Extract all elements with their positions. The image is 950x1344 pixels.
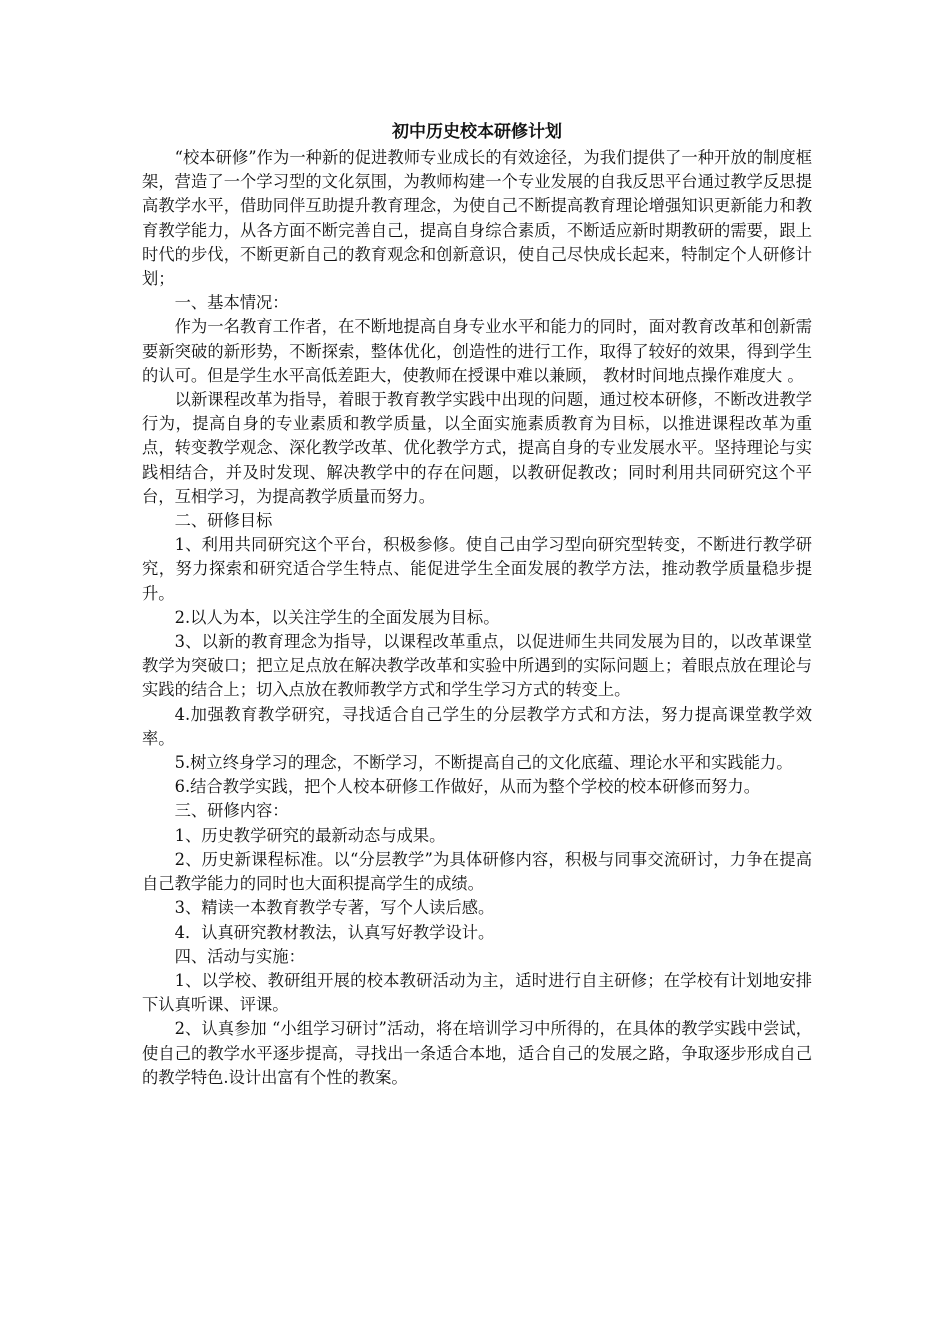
document-title: 初中历史校本研修计划 — [392, 122, 562, 142]
section-heading-content: 三、研修内容： — [174, 801, 289, 821]
activity-item: 2、认真参加 “小组学习研讨”活动，将在培训学习中所得的，在具体的教学实践中尝试，使自己的教学水平逐步提高，寻找出一条适合本地，适合自己的发展之路，争取逐步形成自己的教学特色.设计出富有个性的教案。 — [142, 1019, 812, 1087]
activity-item: 1、以学校、教研组开展的校本教研活动为主，适时进行自主研修；在学校有计划地安排下认真听课、评课。 — [142, 970, 812, 1015]
content-item: 2、历史新课程标准。以“分层教学”为具体研修内容，积极与同事交流研讨，力争在提高自己教学能力的同时也大面积提高学生的成绩。 — [142, 849, 812, 894]
goal-item: 2.以人为本，以关注学生的全面发展为目标。 — [174, 607, 500, 627]
section-heading-goals: 二、研修目标 — [174, 511, 273, 531]
goal-item: 4.加强教育教学研究，寻找适合自己学生的分层教学方式和方法，努力提高课堂教学效率。 — [142, 704, 812, 748]
goal-item: 5.树立终身学习的理念，不断学习，不断提高自己的文化底蕴、理论水平和实践能力。 — [174, 753, 793, 773]
intro-paragraph: “校本研修”作为一种新的促进教师专业成长的有效途径，为我们提供了一种开放的制度框架，营造了一个学习型的文化氛围，为教师构建一个专业发展的自我反思平台通过教学反思提高教学水平，借助同伴互助提升教育理念，为使自己不断提高教育理论增强知识更新能力和教育教学能力，从各方面不断完善自己，提高自身综合素质，不断适应新时期教研的需要，跟上时代的步伐，不断更新自己的教育观念和创新意识，使自己尽快成长起来，特制定个人研修计划； — [142, 148, 812, 289]
section-heading-activities: 四、活动与实施： — [174, 946, 305, 966]
goal-item: 6.结合教学实践，把个人校本研修工作做好，从而为整个学校的校本研修而努力。 — [174, 777, 760, 797]
basic-situation-paragraph: 以新课程改革为指导，着眼于教育教学实践中出现的问题，通过校本研修，不断改进教学行为，提高自身的专业素质和教学质量，以全面实施素质教育为目标，以推进课程改革为重点，转变教学观念、深化教学改革、优化教学方式，提高自身的专业发展水平。坚持理论与实践相结合，并及时发现、解决教学中的存在问题，以教研促教改；同时利用共同研究这个平台，互相学习，为提高教学质量而努力。 — [142, 390, 812, 506]
content-item: 3、精读一本教育教学专著，写个人读后感。 — [174, 898, 495, 918]
basic-situation-paragraph: 作为一名教育工作者，在不断地提高自身专业水平和能力的同时，面对教育改革和创新需要新突破的新形势，不断探索，整体优化，创造性的进行工作，取得了较好的效果，得到学生的认可。但是学生水平高低差距大，使教师在授课中难以兼顾， 教材时间地点操作难度大 。 — [142, 317, 812, 385]
section-heading-basic-situation: 一、基本情况： — [174, 293, 289, 313]
goal-item: 3、以新的教育理念为指导，以课程改革重点，以促进师生共同发展为目的，以改革课堂教学为突破口；把立足点放在解决教学改革和实验中所遇到的实际问题上；着眼点放在理论与实践的结合上；切入点放在教师教学方式和学生学习方式的转变上。 — [142, 632, 812, 700]
content-item: 4．认真研究教材教法，认真写好教学设计。 — [174, 922, 495, 942]
goal-item: 1、利用共同研究这个平台，积极参修。使自己由学习型向研究型转变，不断进行教学研究，努力探索和研究适合学生特点、能促进学生全面发展的教学方法，推动教学质量稳步提升。 — [142, 535, 812, 603]
content-item: 1、历史教学研究的最新动态与成果。 — [174, 825, 446, 845]
document-page — [142, 119, 812, 1090]
